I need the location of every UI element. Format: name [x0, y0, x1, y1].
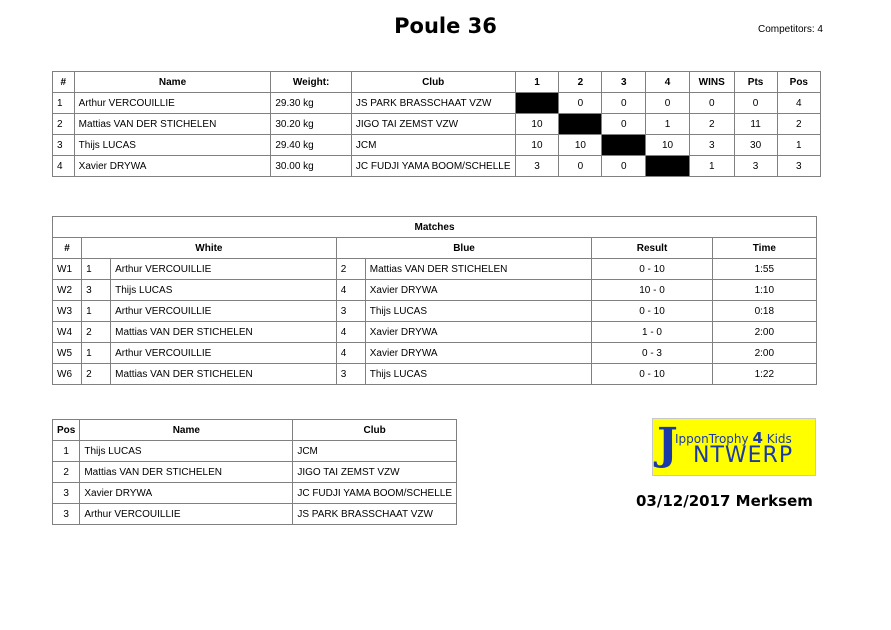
poule-pts: 30 — [734, 135, 777, 156]
poule-row — [53, 93, 821, 114]
poule-score: 0 — [559, 156, 602, 177]
match-time: 1:55 — [712, 259, 816, 280]
match-time: 0:18 — [712, 301, 816, 322]
poule-wins: 1 — [689, 156, 734, 177]
poule-header-2: 2 — [559, 72, 602, 93]
event-date-location: 03/12/2017 Merksem — [636, 492, 813, 510]
match-time: 2:00 — [712, 322, 816, 343]
poule-table — [52, 71, 821, 177]
poule-name: Thijs LUCAS — [74, 135, 271, 156]
poule-header-pts: Pts — [734, 72, 777, 93]
poule-num: 3 — [53, 135, 75, 156]
ranking-row — [53, 441, 457, 462]
ranking-header-pos: Pos — [53, 420, 80, 441]
poule-score: 0 — [646, 93, 690, 114]
poule-header-pos: Pos — [777, 72, 820, 93]
ranking-row — [53, 504, 457, 525]
poule-score: 10 — [515, 114, 559, 135]
match-blue-name: Thijs LUCAS — [365, 364, 592, 385]
poule-score: 0 — [602, 114, 646, 135]
match-blue-num: 4 — [336, 343, 365, 364]
poule-pts: 0 — [734, 93, 777, 114]
poule-row — [53, 135, 821, 156]
poule-club: JC FUDJI YAMA BOOM/SCHELLE — [351, 156, 515, 177]
matches-header-row — [53, 238, 817, 259]
match-result: 0 - 10 — [592, 364, 712, 385]
logo-top-suffix: Kids — [766, 432, 792, 446]
match-time: 1:10 — [712, 280, 816, 301]
poule-num: 4 — [53, 156, 75, 177]
match-blue-num: 4 — [336, 280, 365, 301]
poule-pts: 11 — [734, 114, 777, 135]
poule-weight: 30.20 kg — [271, 114, 351, 135]
match-row — [53, 259, 817, 280]
match-row — [53, 364, 817, 385]
match-row — [53, 322, 817, 343]
poule-pos: 2 — [777, 114, 820, 135]
poule-num: 2 — [53, 114, 75, 135]
ranking-club: JCM — [293, 441, 457, 462]
match-result: 0 - 10 — [592, 301, 712, 322]
logo-letter: J — [657, 419, 678, 470]
match-blue-name: Xavier DRYWA — [365, 322, 592, 343]
match-row — [53, 280, 817, 301]
poule-header-1: 1 — [515, 72, 559, 93]
poule-wins: 2 — [689, 114, 734, 135]
match-white-num: 1 — [82, 301, 111, 322]
poule-header-wins: WINS — [689, 72, 734, 93]
match-id: W2 — [53, 280, 82, 301]
poule-club: JIGO TAI ZEMST VZW — [351, 114, 515, 135]
ranking-pos: 2 — [53, 462, 80, 483]
ranking-name: Mattias VAN DER STICHELEN — [80, 462, 293, 483]
match-white-num: 1 — [82, 259, 111, 280]
match-white-num: 2 — [82, 322, 111, 343]
poule-header-num: # — [53, 72, 75, 93]
match-time: 2:00 — [712, 343, 816, 364]
match-blue-num: 4 — [336, 322, 365, 343]
poule-pos: 1 — [777, 135, 820, 156]
poule-name: Xavier DRYWA — [74, 156, 271, 177]
poule-score: 1 — [646, 114, 690, 135]
match-white-name: Arthur VERCOUILLIE — [111, 301, 337, 322]
poule-score: 10 — [646, 135, 690, 156]
match-result: 1 - 0 — [592, 322, 712, 343]
match-blue-name: Mattias VAN DER STICHELEN — [365, 259, 592, 280]
ranking-header-row — [53, 420, 457, 441]
poule-header-name: Name — [74, 72, 271, 93]
ranking-pos: 3 — [53, 504, 80, 525]
match-id: W6 — [53, 364, 82, 385]
match-white-name: Thijs LUCAS — [111, 280, 337, 301]
ranking-name: Xavier DRYWA — [80, 483, 293, 504]
matches-title: Matches — [53, 217, 817, 238]
ranking-name: Arthur VERCOUILLIE — [80, 504, 293, 525]
ranking-club: JS PARK BRASSCHAAT VZW — [293, 504, 457, 525]
match-white-name: Arthur VERCOUILLIE — [111, 343, 337, 364]
match-white-name: Mattias VAN DER STICHELEN — [111, 322, 337, 343]
poule-name: Arthur VERCOUILLIE — [74, 93, 271, 114]
poule-score: 3 — [515, 156, 559, 177]
match-id: W3 — [53, 301, 82, 322]
ranking-table — [52, 419, 457, 525]
ranking-club: JC FUDJI YAMA BOOM/SCHELLE — [293, 483, 457, 504]
match-blue-name: Thijs LUCAS — [365, 301, 592, 322]
poule-wins: 3 — [689, 135, 734, 156]
poule-self-cell — [515, 93, 559, 114]
ranking-header-name: Name — [80, 420, 293, 441]
poule-score: 0 — [559, 93, 602, 114]
match-id: W4 — [53, 322, 82, 343]
ranking-pos: 1 — [53, 441, 80, 462]
match-row — [53, 343, 817, 364]
poule-header-row — [53, 72, 821, 93]
poule-pos: 4 — [777, 93, 820, 114]
match-id: W1 — [53, 259, 82, 280]
poule-pos: 3 — [777, 156, 820, 177]
match-result: 0 - 3 — [592, 343, 712, 364]
poule-score: 10 — [559, 135, 602, 156]
poule-self-cell — [602, 135, 646, 156]
ranking-pos: 3 — [53, 483, 80, 504]
match-white-num: 3 — [82, 280, 111, 301]
ranking-header-club: Club — [293, 420, 457, 441]
poule-row — [53, 156, 821, 177]
poule-weight: 29.30 kg — [271, 93, 351, 114]
poule-row — [53, 114, 821, 135]
poule-score: 0 — [602, 93, 646, 114]
ranking-club: JIGO TAI ZEMST VZW — [293, 462, 457, 483]
poule-weight: 30.00 kg — [271, 156, 351, 177]
ranking-row — [53, 462, 457, 483]
match-blue-name: Xavier DRYWA — [365, 280, 592, 301]
logo-top-number: 4 — [752, 429, 763, 447]
ippon-trophy-logo — [652, 418, 816, 476]
match-white-name: Arthur VERCOUILLIE — [111, 259, 337, 280]
logo-top-title: IpponTrophy — [675, 432, 749, 446]
poule-self-cell — [559, 114, 602, 135]
match-time: 1:22 — [712, 364, 816, 385]
match-blue-num: 3 — [336, 301, 365, 322]
match-blue-num: 3 — [336, 364, 365, 385]
page-title: Poule 36 — [394, 14, 497, 38]
matches-header-white: White — [82, 238, 337, 259]
competitors-count: Competitors: 4 — [757, 24, 823, 35]
match-blue-name: Xavier DRYWA — [365, 343, 592, 364]
match-white-name: Mattias VAN DER STICHELEN — [111, 364, 337, 385]
poule-score: 10 — [515, 135, 559, 156]
match-white-num: 2 — [82, 364, 111, 385]
poule-num: 1 — [53, 93, 75, 114]
poule-header-club: Club — [351, 72, 515, 93]
match-blue-num: 2 — [336, 259, 365, 280]
logo-bottom-text: NTWERP — [693, 443, 794, 468]
poule-header-4: 4 — [646, 72, 690, 93]
match-result: 10 - 0 — [592, 280, 712, 301]
poule-name: Mattias VAN DER STICHELEN — [74, 114, 271, 135]
poule-weight: 29.40 kg — [271, 135, 351, 156]
match-id: W5 — [53, 343, 82, 364]
poule-club: JS PARK BRASSCHAAT VZW — [351, 93, 515, 114]
poule-header-3: 3 — [602, 72, 646, 93]
poule-pts: 3 — [734, 156, 777, 177]
matches-header-blue: Blue — [336, 238, 592, 259]
matches-header-result: Result — [592, 238, 712, 259]
poule-wins: 0 — [689, 93, 734, 114]
matches-header-num: # — [53, 238, 82, 259]
poule-club: JCM — [351, 135, 515, 156]
match-result: 0 - 10 — [592, 259, 712, 280]
match-row — [53, 301, 817, 322]
matches-header-time: Time — [712, 238, 816, 259]
matches-title-row — [53, 217, 817, 238]
poule-score: 0 — [602, 156, 646, 177]
poule-header-weight: Weight: — [271, 72, 351, 93]
poule-self-cell — [646, 156, 690, 177]
matches-table — [52, 216, 817, 385]
match-white-num: 1 — [82, 343, 111, 364]
ranking-name: Thijs LUCAS — [80, 441, 293, 462]
ranking-row — [53, 483, 457, 504]
